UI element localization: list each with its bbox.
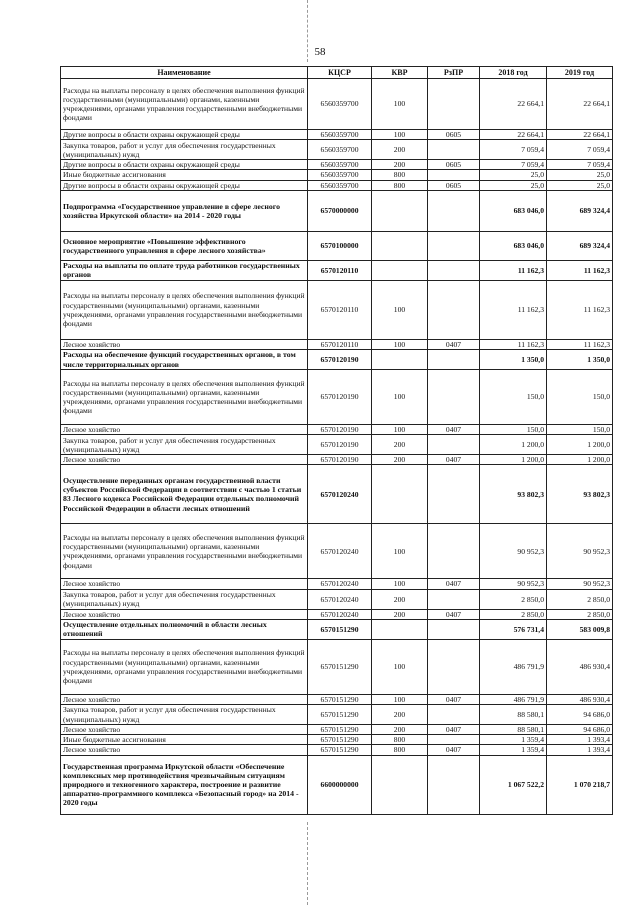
- table-row: [61, 524, 613, 579]
- row-rzpr-cell: [428, 170, 480, 180]
- row-2019-cell: 90 952,3: [547, 579, 613, 589]
- table-row: [61, 231, 613, 260]
- row-2018-cell: 150,0: [480, 425, 547, 435]
- row-rzpr-cell: [428, 755, 480, 814]
- row-kvr-cell: 100: [372, 639, 428, 694]
- row-kcsr-cell: 6570151290: [308, 725, 372, 735]
- row-2018-cell: 1 350,0: [480, 350, 547, 370]
- row-kcsr-cell: 6570100000: [308, 231, 372, 260]
- row-name-cell: Основное мероприятие «Повышение эффективного государственного управления в сфере лесного хозяйства»: [61, 231, 308, 260]
- table-row: [61, 579, 613, 589]
- row-rzpr-cell: 0407: [428, 694, 480, 704]
- row-2019-cell: 90 952,3: [547, 524, 613, 579]
- row-2018-cell: 7 059,4: [480, 160, 547, 170]
- row-kcsr-cell: 6570120240: [308, 524, 372, 579]
- row-2018-cell: 2 850,0: [480, 589, 547, 609]
- row-2019-cell: 7 059,4: [547, 140, 613, 160]
- row-kcsr-cell: 6560359700: [308, 160, 372, 170]
- row-name-cell: Иные бюджетные ассигнования: [61, 735, 308, 745]
- row-kcsr-cell: 6570151290: [308, 745, 372, 755]
- table-row: [61, 609, 613, 619]
- row-name-cell: Осуществление отдельных полномочий в области лесных отношений: [61, 619, 308, 639]
- row-kvr-cell: 800: [372, 745, 428, 755]
- row-kcsr-cell: 6560359700: [308, 180, 372, 190]
- table-row: [61, 170, 613, 180]
- row-rzpr-cell: 0605: [428, 180, 480, 190]
- table-row: [61, 694, 613, 704]
- row-rzpr-cell: 0407: [428, 339, 480, 349]
- table-body: [61, 79, 613, 815]
- row-2019-cell: 2 850,0: [547, 609, 613, 619]
- row-2019-cell: 11 162,3: [547, 260, 613, 280]
- row-2018-cell: 25,0: [480, 180, 547, 190]
- row-kcsr-cell: 6570120190: [308, 455, 372, 465]
- row-kvr-cell: [372, 465, 428, 524]
- row-2019-cell: 689 324,4: [547, 190, 613, 231]
- row-name-cell: Расходы на выплаты по оплате труда работников государственных органов: [61, 260, 308, 280]
- row-name-cell: Лесное хозяйство: [61, 339, 308, 349]
- row-name-cell: Лесное хозяйство: [61, 455, 308, 465]
- table-row: [61, 465, 613, 524]
- row-kvr-cell: 200: [372, 140, 428, 160]
- row-2018-cell: 486 791,9: [480, 639, 547, 694]
- row-kvr-cell: 800: [372, 170, 428, 180]
- row-name-cell: Другие вопросы в области охраны окружающей среды: [61, 180, 308, 190]
- table-row: [61, 455, 613, 465]
- row-2018-cell: 25,0: [480, 170, 547, 180]
- row-2018-cell: 2 850,0: [480, 609, 547, 619]
- row-2018-cell: 486 791,9: [480, 694, 547, 704]
- table-row: [61, 190, 613, 231]
- row-2018-cell: 90 952,3: [480, 524, 547, 579]
- row-rzpr-cell: [428, 350, 480, 370]
- row-kcsr-cell: 6600000000: [308, 755, 372, 814]
- row-kvr-cell: 100: [372, 280, 428, 339]
- row-2018-cell: 1 067 522,2: [480, 755, 547, 814]
- row-name-cell: Расходы на выплаты персоналу в целях обеспечения выполнения функций государственными (муниципальными) органами, казенными учреждениями, органами управления государственными внебюджетными фондами: [61, 524, 308, 579]
- row-name-cell: Расходы на выплаты персоналу в целях обеспечения выполнения функций государственными (муниципальными) органами, казенными учреждениями, органами управления государственными внебюджетными фондами: [61, 280, 308, 339]
- row-kvr-cell: 100: [372, 524, 428, 579]
- row-rzpr-cell: 0407: [428, 609, 480, 619]
- row-kvr-cell: 200: [372, 589, 428, 609]
- row-kcsr-cell: 6570120190: [308, 425, 372, 435]
- row-2019-cell: 93 802,3: [547, 465, 613, 524]
- row-2019-cell: 583 009,8: [547, 619, 613, 639]
- row-rzpr-cell: [428, 524, 480, 579]
- table-row: [61, 280, 613, 339]
- row-name-cell: Расходы на обеспечение функций государственных органов, в том числе территориальных органов: [61, 350, 308, 370]
- row-name-cell: Другие вопросы в области охраны окружающей среды: [61, 160, 308, 170]
- row-2018-cell: 683 046,0: [480, 190, 547, 231]
- row-2018-cell: 22 664,1: [480, 79, 547, 130]
- row-kvr-cell: 100: [372, 694, 428, 704]
- row-kvr-cell: 200: [372, 725, 428, 735]
- row-2019-cell: 22 664,1: [547, 79, 613, 130]
- row-rzpr-cell: [428, 370, 480, 425]
- row-2018-cell: 93 802,3: [480, 465, 547, 524]
- table-row: [61, 639, 613, 694]
- row-rzpr-cell: [428, 639, 480, 694]
- row-kcsr-cell: 6570120240: [308, 579, 372, 589]
- row-2018-cell: 88 580,1: [480, 725, 547, 735]
- row-name-cell: Государственная программа Иркутской области «Обеспечение комплексных мер противодействия чрезвычайным ситуациям природного и техногенного характера, построение и развитие аппаратно-программного комплекса «Безопасный город» на 2014 - 2020 годы: [61, 755, 308, 814]
- row-2019-cell: 11 162,3: [547, 280, 613, 339]
- row-2019-cell: 689 324,4: [547, 231, 613, 260]
- row-name-cell: Лесное хозяйство: [61, 694, 308, 704]
- row-kvr-cell: 800: [372, 735, 428, 745]
- row-kcsr-cell: 6560359700: [308, 140, 372, 160]
- table-row: [61, 370, 613, 425]
- row-2019-cell: 1 393,4: [547, 745, 613, 755]
- row-2018-cell: 576 731,4: [480, 619, 547, 639]
- row-2019-cell: 25,0: [547, 170, 613, 180]
- row-name-cell: Лесное хозяйство: [61, 579, 308, 589]
- table-row: [61, 350, 613, 370]
- row-rzpr-cell: [428, 705, 480, 725]
- header-kvr: КВР: [372, 67, 428, 79]
- table-row: [61, 725, 613, 735]
- row-name-cell: Другие вопросы в области охраны окружающей среды: [61, 130, 308, 140]
- row-kcsr-cell: 6570000000: [308, 190, 372, 231]
- row-2019-cell: 25,0: [547, 180, 613, 190]
- row-2018-cell: 11 162,3: [480, 280, 547, 339]
- row-kvr-cell: 100: [372, 339, 428, 349]
- row-kcsr-cell: 6560359700: [308, 130, 372, 140]
- row-kvr-cell: 100: [372, 130, 428, 140]
- row-name-cell: Лесное хозяйство: [61, 609, 308, 619]
- table-row: [61, 180, 613, 190]
- row-kvr-cell: 100: [372, 579, 428, 589]
- table-row: [61, 589, 613, 609]
- row-2019-cell: 94 686,0: [547, 705, 613, 725]
- row-name-cell: Осуществление переданных органам государственной власти субъектов Российской Федерации в соответствии с частью 1 статьи 83 Лесного кодекса Российской Федерации отдельных полномочий Российской Федерации в области лесных отношений: [61, 465, 308, 524]
- row-2018-cell: 11 162,3: [480, 339, 547, 349]
- row-kcsr-cell: 6570120190: [308, 370, 372, 425]
- row-name-cell: Подпрограмма «Государственное управление в сфере лесного хозяйства Иркутской области» на 2014 - 2020 годы: [61, 190, 308, 231]
- table-row: [61, 745, 613, 755]
- row-name-cell: Закупка товаров, работ и услуг для обеспечения государственных (муниципальных) нужд: [61, 705, 308, 725]
- row-rzpr-cell: [428, 435, 480, 455]
- row-kcsr-cell: 6570151290: [308, 694, 372, 704]
- row-kvr-cell: 200: [372, 705, 428, 725]
- row-kcsr-cell: 6560359700: [308, 170, 372, 180]
- row-kcsr-cell: 6570120240: [308, 609, 372, 619]
- row-2019-cell: 486 930,4: [547, 694, 613, 704]
- row-2019-cell: 1 200,0: [547, 435, 613, 455]
- row-rzpr-cell: [428, 735, 480, 745]
- header-kcsr: КЦСР: [308, 67, 372, 79]
- row-2019-cell: 22 664,1: [547, 130, 613, 140]
- table-row: [61, 140, 613, 160]
- row-kvr-cell: [372, 619, 428, 639]
- row-rzpr-cell: [428, 280, 480, 339]
- row-name-cell: Закупка товаров, работ и услуг для обеспечения государственных (муниципальных) нужд: [61, 435, 308, 455]
- row-2019-cell: 1 350,0: [547, 350, 613, 370]
- row-rzpr-cell: 0605: [428, 130, 480, 140]
- row-2019-cell: 1 200,0: [547, 455, 613, 465]
- row-kvr-cell: [372, 260, 428, 280]
- budget-table: [60, 66, 613, 815]
- row-kcsr-cell: 6570120110: [308, 280, 372, 339]
- row-name-cell: Лесное хозяйство: [61, 425, 308, 435]
- row-2018-cell: 90 952,3: [480, 579, 547, 589]
- scan-crease-bottom: [307, 822, 308, 905]
- row-2019-cell: 150,0: [547, 425, 613, 435]
- row-2018-cell: 88 580,1: [480, 705, 547, 725]
- row-kvr-cell: [372, 231, 428, 260]
- row-2018-cell: 7 059,4: [480, 140, 547, 160]
- row-rzpr-cell: 0407: [428, 745, 480, 755]
- row-2019-cell: 7 059,4: [547, 160, 613, 170]
- row-kvr-cell: 200: [372, 435, 428, 455]
- row-kvr-cell: 100: [372, 79, 428, 130]
- row-2019-cell: 11 162,3: [547, 339, 613, 349]
- row-rzpr-cell: [428, 190, 480, 231]
- row-2018-cell: 1 200,0: [480, 435, 547, 455]
- row-2018-cell: 683 046,0: [480, 231, 547, 260]
- row-rzpr-cell: [428, 619, 480, 639]
- row-rzpr-cell: [428, 260, 480, 280]
- table-header-row: [61, 67, 613, 79]
- row-2019-cell: 150,0: [547, 370, 613, 425]
- row-kcsr-cell: 6560359700: [308, 79, 372, 130]
- row-rzpr-cell: [428, 465, 480, 524]
- row-2018-cell: 1 200,0: [480, 455, 547, 465]
- row-kvr-cell: 800: [372, 180, 428, 190]
- row-rzpr-cell: [428, 589, 480, 609]
- row-kcsr-cell: 6570120190: [308, 350, 372, 370]
- row-kcsr-cell: 6570120240: [308, 589, 372, 609]
- table-row: [61, 755, 613, 814]
- header-name: Наименование: [61, 67, 308, 79]
- table-row: [61, 425, 613, 435]
- row-2018-cell: 22 664,1: [480, 130, 547, 140]
- row-kvr-cell: 200: [372, 455, 428, 465]
- row-kcsr-cell: 6570151290: [308, 735, 372, 745]
- row-kvr-cell: 200: [372, 609, 428, 619]
- table-row: [61, 160, 613, 170]
- row-2019-cell: 1 070 218,7: [547, 755, 613, 814]
- row-name-cell: Закупка товаров, работ и услуг для обеспечения государственных (муниципальных) нужд: [61, 589, 308, 609]
- table-row: [61, 339, 613, 349]
- row-kcsr-cell: 6570120240: [308, 465, 372, 524]
- table-row: [61, 260, 613, 280]
- row-kcsr-cell: 6570120110: [308, 339, 372, 349]
- row-2019-cell: 486 930,4: [547, 639, 613, 694]
- table-row: [61, 79, 613, 130]
- row-2019-cell: 2 850,0: [547, 589, 613, 609]
- row-name-cell: Иные бюджетные ассигнования: [61, 170, 308, 180]
- row-kcsr-cell: 6570120190: [308, 435, 372, 455]
- row-rzpr-cell: 0407: [428, 725, 480, 735]
- table-row: [61, 435, 613, 455]
- table-row: [61, 735, 613, 745]
- row-kcsr-cell: 6570151290: [308, 639, 372, 694]
- row-kcsr-cell: 6570151290: [308, 705, 372, 725]
- row-rzpr-cell: [428, 79, 480, 130]
- row-rzpr-cell: [428, 140, 480, 160]
- table-row: [61, 705, 613, 725]
- row-rzpr-cell: 0407: [428, 425, 480, 435]
- table-row: [61, 130, 613, 140]
- row-rzpr-cell: 0407: [428, 579, 480, 589]
- table-row: [61, 619, 613, 639]
- row-kvr-cell: [372, 190, 428, 231]
- header-2018: 2018 год: [480, 67, 547, 79]
- row-2018-cell: 11 162,3: [480, 260, 547, 280]
- row-name-cell: Закупка товаров, работ и услуг для обеспечения государственных (муниципальных) нужд: [61, 140, 308, 160]
- row-2018-cell: 1 359,4: [480, 745, 547, 755]
- row-kvr-cell: [372, 350, 428, 370]
- row-kvr-cell: 200: [372, 160, 428, 170]
- row-2018-cell: 150,0: [480, 370, 547, 425]
- row-kcsr-cell: 6570120110: [308, 260, 372, 280]
- row-kvr-cell: 100: [372, 370, 428, 425]
- row-kcsr-cell: 6570151290: [308, 619, 372, 639]
- row-name-cell: Расходы на выплаты персоналу в целях обеспечения выполнения функций государственными (муниципальными) органами, казенными учреждениями, органами управления государственными внебюджетными фондами: [61, 370, 308, 425]
- row-2019-cell: 1 393,4: [547, 735, 613, 745]
- row-rzpr-cell: 0407: [428, 455, 480, 465]
- row-name-cell: Лесное хозяйство: [61, 725, 308, 735]
- row-kvr-cell: [372, 755, 428, 814]
- row-2019-cell: 94 686,0: [547, 725, 613, 735]
- header-2019: 2019 год: [547, 67, 613, 79]
- row-kvr-cell: 100: [372, 425, 428, 435]
- header-rzpr: РзПР: [428, 67, 480, 79]
- row-name-cell: Расходы на выплаты персоналу в целях обеспечения выполнения функций государственными (муниципальными) органами, казенными учреждениями, органами управления государственными внебюджетными фондами: [61, 639, 308, 694]
- row-name-cell: Лесное хозяйство: [61, 745, 308, 755]
- row-2018-cell: 1 359,4: [480, 735, 547, 745]
- row-rzpr-cell: [428, 231, 480, 260]
- row-name-cell: Расходы на выплаты персоналу в целях обеспечения выполнения функций государственными (муниципальными) органами, казенными учреждениями, органами управления государственными внебюджетными фондами: [61, 79, 308, 130]
- page-number: 58: [314, 46, 326, 58]
- row-rzpr-cell: 0605: [428, 160, 480, 170]
